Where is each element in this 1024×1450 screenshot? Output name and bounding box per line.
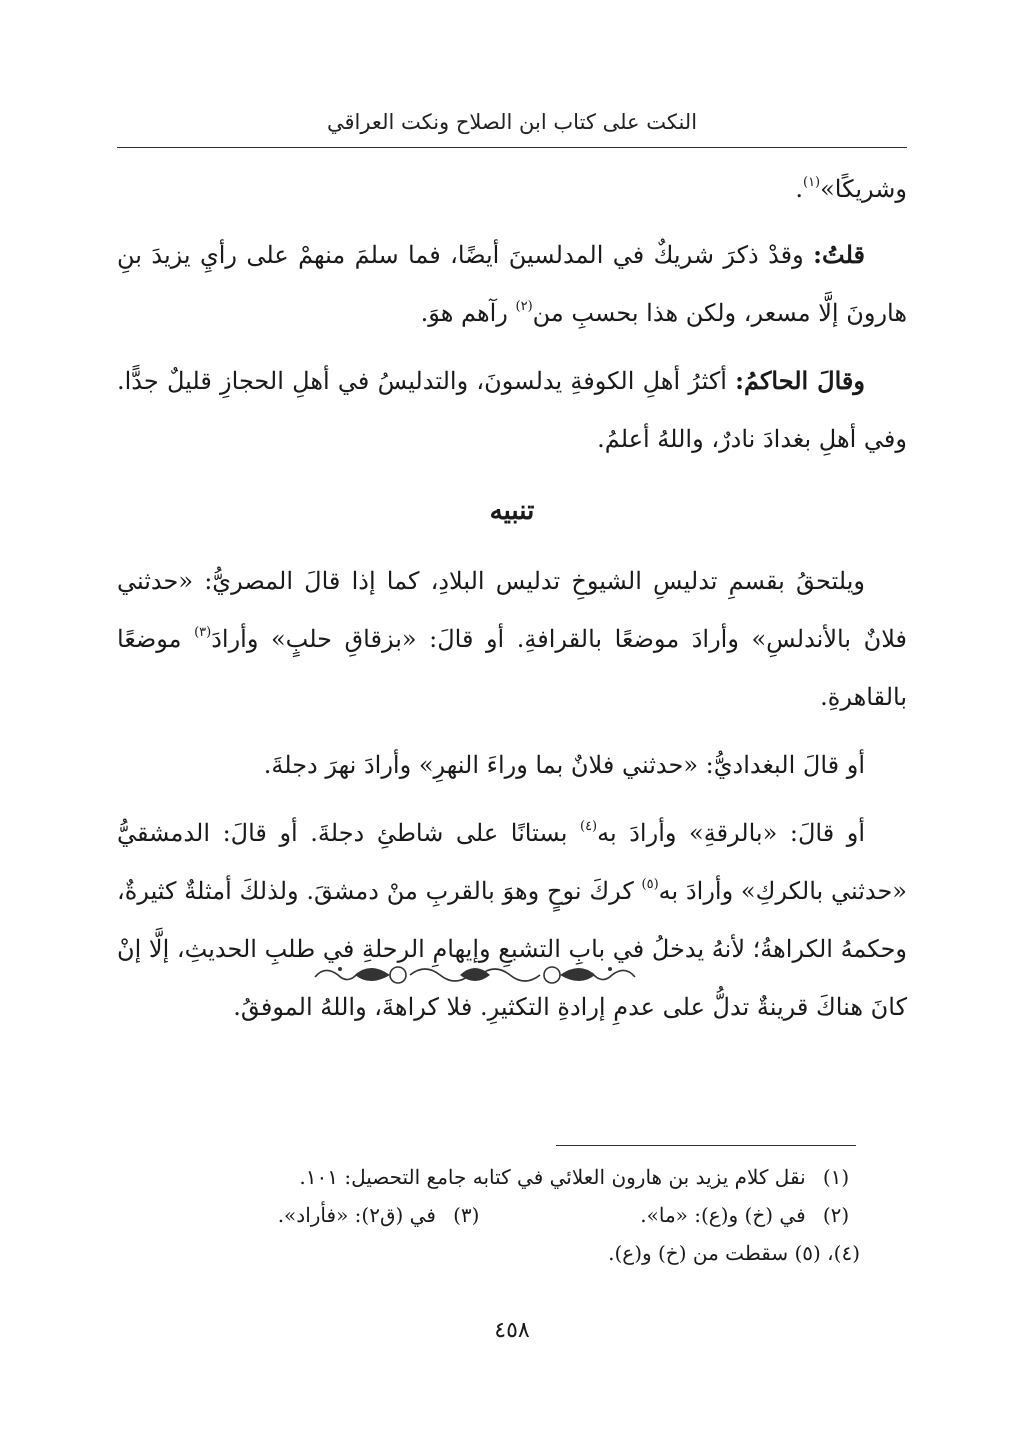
footnote-number: (٤)، (٥) — [794, 1241, 860, 1265]
paragraph-text: وقدْ ذكرَ شريكٌ في المدلسينَ أيضًا، فما سلمَ منهمْ على رأيِ يزيدَ بنِ هارونَ إلَّا مسعر، ولكن هذا بحسبِ من — [117, 241, 907, 327]
header-rule — [117, 147, 907, 148]
paragraph-0 — [117, 160, 907, 218]
footnote-ref: (١) — [802, 175, 821, 190]
paragraph-text: بستانًا على شاطئِ دجلةَ. أو قالَ: الدمشقيُّ «حدثني بالكركِ» وأرادَ به — [117, 819, 907, 905]
running-title: النكت على كتاب ابن الصلاح ونكت العراقي — [326, 110, 698, 134]
paragraph-text: كركَ نوحٍ وهوَ بالقربِ منْ دمشقَ. ولذلكَ أمثلةٌ كثيرةٌ، وحكمهُ الكراهةُ؛ لأنهُ يدخلُ في بابِ التشبعِ وإيهامِ الرحلةِ في طلبِ الحديثِ، إلَّا إنْ كانَ هناكَ قرينةٌ تدلُّ على عدمِ إرادةِ التكثيرِ. فلا كراهةَ، واللهُ الموفقُ. — [117, 877, 907, 1021]
paragraph-text: أو قالَ البغداديُّ: «حدثني فلانٌ بما وراءَ النهرِ» وأرادَ نهرَ دجلةَ. — [263, 751, 865, 779]
paragraph-tail: موضعًا بالقاهرةِ. — [117, 625, 907, 711]
footnote-text: في (خ) و(ع): «ما». — [640, 1203, 806, 1227]
paragraph-tail: رآهم هوَ. — [420, 299, 516, 327]
footnote-ref: (٢) — [515, 299, 533, 314]
paragraph-2 — [117, 352, 907, 468]
paragraph-4 — [117, 736, 907, 794]
paragraph-lead: قلتُ: — [813, 240, 865, 269]
footnote-item — [180, 1234, 860, 1272]
footnote-item — [180, 1196, 860, 1234]
footnote-ref: (٤) — [579, 819, 598, 834]
paragraph-1 — [117, 226, 907, 342]
paragraph-text: ويلتحقُ بقسمِ تدليسِ الشيوخِ تدليس البلادِ، كما إذا قالَ المصريُّ: «حدثني فلانٌ بالأندلسِ» وأرادَ موضعًا بالقرافةِ. أو قالَ: «بزقاقِ حلبٍ» وأرادَ — [117, 567, 907, 653]
paragraph-text: أو قالَ: «بالرقةِ» وأرادَ به — [597, 819, 865, 847]
paragraph-3 — [117, 552, 907, 726]
section-heading: تنبيه — [489, 496, 535, 526]
footnote-number: (٢) — [822, 1203, 850, 1227]
footnotes — [180, 1158, 860, 1272]
page-number: ٤٥٨ — [494, 1318, 530, 1343]
footnote-ref: (٣) — [194, 625, 212, 640]
footnote-text: في (ق٢): «فأراد». — [277, 1203, 436, 1227]
paragraph-5 — [117, 804, 907, 1036]
paragraph-lead: وقالَ الحاكمُ: — [735, 366, 865, 395]
paragraph-text: وشريكًا» — [820, 175, 907, 203]
footnote-text: سقطت من (خ) و(ع). — [608, 1241, 789, 1265]
footnote-number: (١) — [822, 1165, 850, 1189]
paragraph-text: أكثرُ أهلِ الكوفةِ يدلسونَ، والتدليسُ في أهلِ الحجازِ قليلٌ جدًّا. وفي أهلِ بغدادَ نادرٌ، واللهُ أعلمُ. — [117, 367, 907, 453]
footnote-ref: (٥) — [641, 877, 659, 892]
footnote-item — [180, 1158, 860, 1196]
footnote-number: (٣) — [453, 1203, 480, 1227]
footnote-rule — [556, 1145, 856, 1146]
floral-divider-icon — [310, 955, 640, 995]
paragraph-tail: . — [795, 175, 803, 203]
main-text — [117, 160, 907, 1046]
footnote-text: نقل كلام يزيد بن هارون العلائي في كتابه جامع التحصيل: ١٠١. — [299, 1165, 806, 1189]
